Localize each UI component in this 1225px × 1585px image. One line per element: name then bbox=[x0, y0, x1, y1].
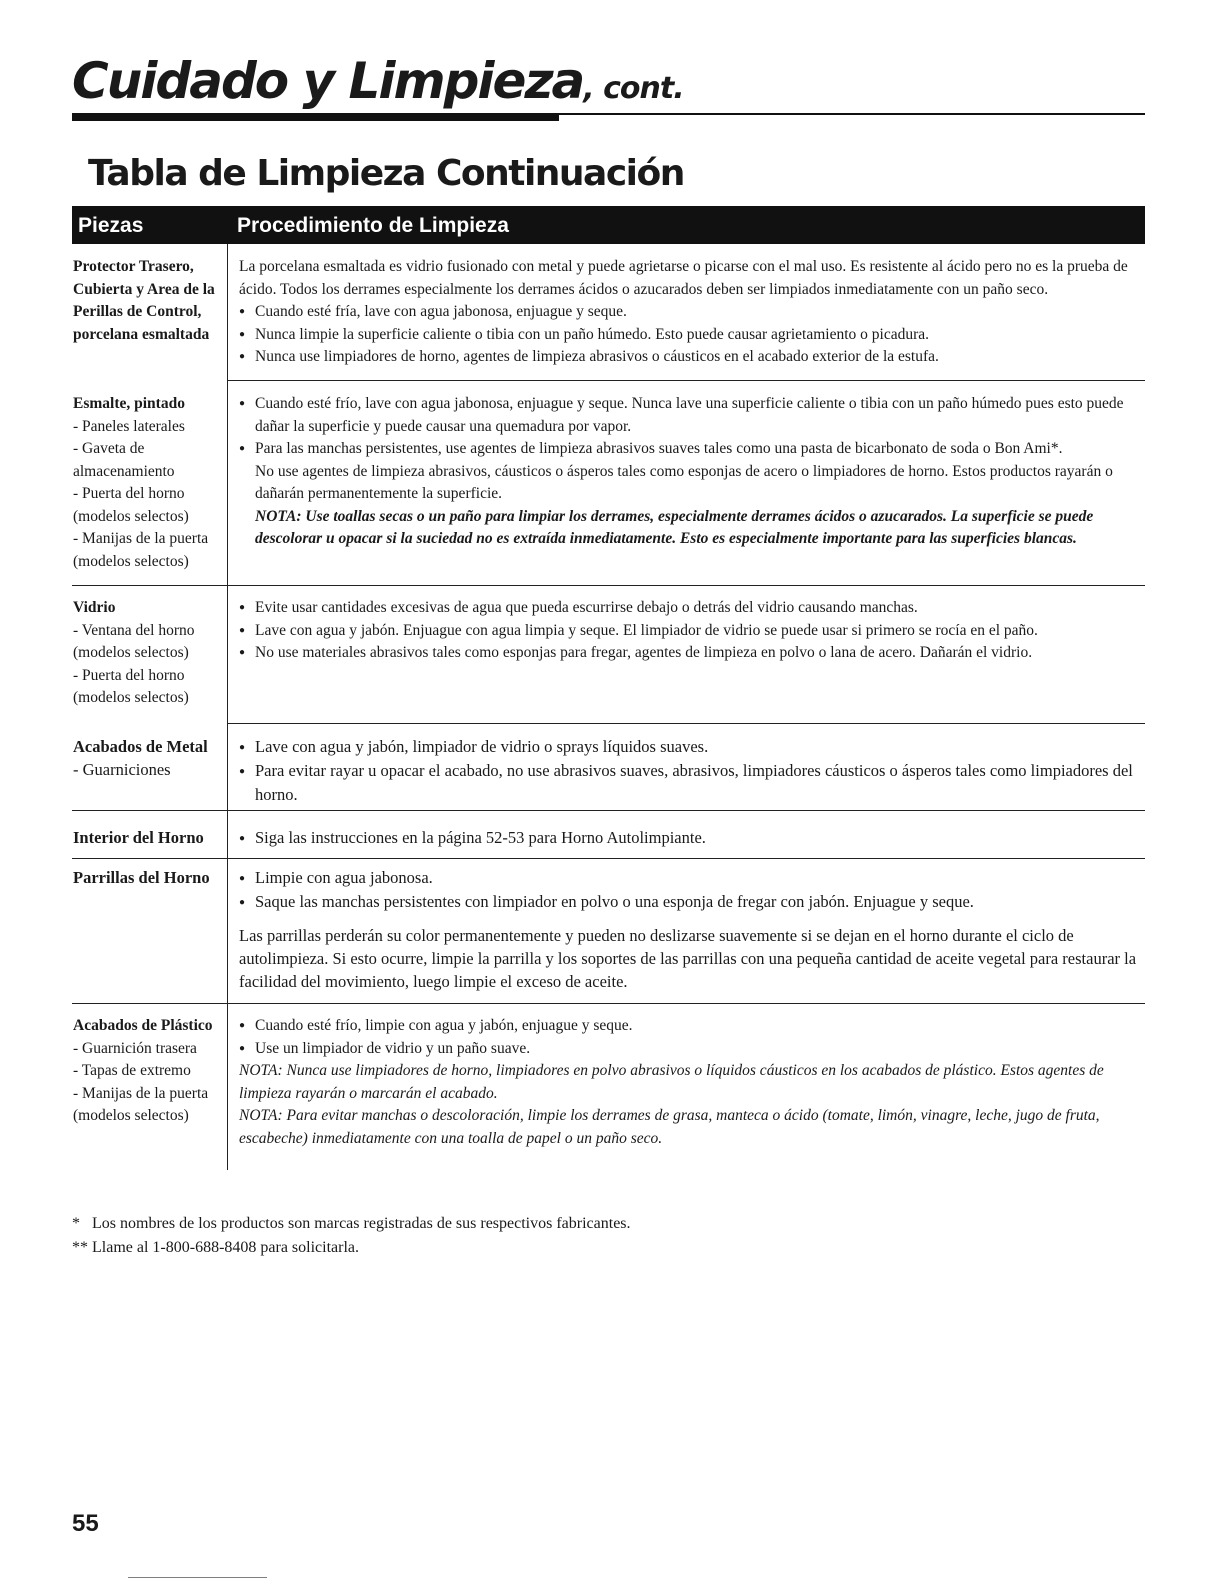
footnote bbox=[72, 1213, 631, 1235]
bullet-item: ● No use materiales abrasivos tales como esponjas para fregar, agentes de limpieza en polvo o lana de acero. Dañarán el vidrio. bbox=[239, 642, 1144, 665]
bullet-item: ● Nunca use limpiadores de horno, agentes de limpieza abrasivos o cáusticos en el acabado exterior de la estufa. bbox=[239, 346, 1144, 369]
scan-underline-artifact bbox=[128, 1577, 267, 1578]
bullet-item: ● Evite usar cantidades excesivas de agua que pueda escurrirse debajo o detrás del vidrio causando manchas. bbox=[239, 597, 1144, 620]
footnote-mark: ** bbox=[72, 1239, 88, 1256]
part-cell-glass bbox=[73, 597, 225, 710]
part-name: Protector Trasero, Cubierta y Area de la Perillas de Control, porcelana esmaltada bbox=[73, 258, 215, 343]
row-divider bbox=[72, 1003, 1145, 1004]
bullet-item: ● Cuando esté frío, lave con agua jabonosa, enjuague y seque. Nunca lave una superficie caliente o tibia con un paño húmedo pues esto puede dañar la superficie y puede causar una quemadura por vapor. bbox=[239, 393, 1144, 438]
part-list: - Guarniciones bbox=[73, 760, 171, 779]
table-header bbox=[72, 206, 1145, 244]
page-title bbox=[72, 52, 684, 110]
row-divider bbox=[228, 380, 1145, 381]
page-number: 55 bbox=[72, 1510, 99, 1537]
procedure-cell-metal bbox=[239, 735, 1144, 806]
bullet-item: ● Para las manchas persistentes, use agentes de limpieza abrasivos suaves tales como una pasta de bicarbonato de soda o Bon Ami*. bbox=[239, 438, 1144, 461]
header-parts: Piezas bbox=[78, 214, 144, 237]
part-cell-enamel bbox=[73, 393, 225, 573]
part-name: Acabados de Metal bbox=[73, 737, 208, 756]
bullet-item: ● Siga las instrucciones en la página 52-53 para Horno Autolimpiante. bbox=[239, 827, 1144, 851]
procedure-intro: La porcelana esmaltada es vidrio fusionado con metal y puede agrietarse o picarse con el mal uso. Es resistente al ácido pero no es la prueba de ácido. Todos los derrames especialmente los derrames ácidos o azucarados deben ser limpiados inmediatamente con un paño seco. bbox=[239, 258, 1128, 298]
part-list: - Guarnición trasera - Tapas de extremo - Manijas de la puerta (modelos selectos) bbox=[73, 1039, 209, 1124]
bullet-item: ● Saque las manchas persistentes con limpiador en polvo o una esponja de fregar con jabón. Enjuague y seque. bbox=[239, 890, 1144, 914]
column-divider bbox=[227, 244, 228, 1170]
part-cell-oven-racks bbox=[73, 866, 225, 889]
procedure-note: NOTA: Use toallas secas o un paño para limpiar los derrames, especialmente derrames ácidos o azucarados. La superficie se puede descolorar u opacar si la suciedad no es extraída inmediatamente. Esto es especialmente importante para las superficies blancas. bbox=[255, 507, 1094, 547]
row-divider bbox=[72, 810, 1145, 811]
part-list: - Ventana del horno (modelos selectos) - Puerta del horno (modelos selectos) bbox=[73, 621, 195, 706]
row-divider bbox=[228, 723, 1145, 724]
part-name: Acabados de Plástico bbox=[73, 1017, 213, 1034]
part-name: Vidrio bbox=[73, 599, 116, 616]
part-cell-metal bbox=[73, 735, 225, 781]
page-title-main: Cuidado y Limpieza bbox=[72, 52, 584, 110]
bullet-item: ● Use un limpiador de vidrio y un paño suave. bbox=[239, 1038, 1144, 1061]
procedure-cell-oven-racks bbox=[239, 866, 1144, 993]
part-name: Interior del Horno bbox=[73, 828, 204, 847]
part-cell-plastic bbox=[73, 1015, 225, 1128]
part-name: Parrillas del Horno bbox=[73, 868, 210, 887]
part-cell-porcelain bbox=[73, 256, 225, 346]
procedure-text: No use agentes de limpieza abrasivos, cáusticos o ásperos tales como esponjas de acero o limpiadores de horno. Estos productos rayarán o dañarán permanentemente la superficie. bbox=[255, 462, 1113, 502]
footnote-mark: * bbox=[72, 1215, 80, 1232]
procedure-cell-porcelain bbox=[239, 256, 1144, 369]
procedure-cell-enamel bbox=[239, 393, 1144, 551]
footnote-text: Llame al 1-800-688-8408 para solicitarla. bbox=[92, 1239, 360, 1256]
procedure-paragraph: Las parrillas perderán su color permanentemente y pueden no deslizarse suavemente si se dejan en el horno durante el ciclo de autolimpieza. Si esto ocurre, limpie la parrilla y los soportes de las parrillas con una pequeña cantidad de aceite vegetal para restaurar la facilidad del movimiento, luego limpie el exceso de aceite. bbox=[239, 926, 1137, 991]
bullet-item: ● Cuando esté frío, limpie con agua y jabón, enjuague y seque. bbox=[239, 1015, 1144, 1038]
bullet-item: ● Para evitar rayar u opacar el acabado, no use abrasivos suaves, abrasivos, limpiadores cáusticos o ásperos tales como limpiadores del horno. bbox=[239, 759, 1144, 806]
procedure-note: NOTA: Para evitar manchas o descoloración, limpie los derrames de grasa, manteca o ácido (tomate, limón, vinagre, leche, jugo de fruta, escabeche) inmediatamente con una toalla de papel o un paño seco. bbox=[239, 1107, 1100, 1147]
procedure-note: NOTA: Nunca use limpiadores de horno, limpiadores en polvo abrasivos o líquidos cáusticos en los acabados de plástico. Estos agentes de limpieza rayarán o marcarán el acabado. bbox=[239, 1062, 1104, 1102]
bullet-item: ● Lave con agua y jabón. Enjuague con agua limpia y seque. El limpiador de vidrio se puede usar si primero se rocía en el paño. bbox=[239, 620, 1144, 643]
part-list: - Paneles laterales - Gaveta de almacenamiento - Puerta del horno (modelos selectos) - Manijas de la puerta (modelos selectos) bbox=[73, 417, 209, 570]
procedure-cell-plastic bbox=[239, 1015, 1144, 1150]
footnote-text: Los nombres de los productos son marcas registradas de sus respectivos fabricantes. bbox=[92, 1215, 631, 1232]
procedure-cell-glass bbox=[239, 597, 1144, 665]
bullet-item: ● Lave con agua y jabón, limpiador de vidrio o sprays líquidos suaves. bbox=[239, 735, 1144, 759]
bullet-item: ● Cuando esté fría, lave con agua jabonosa, enjuague y seque. bbox=[239, 301, 1144, 324]
part-cell-oven-interior bbox=[73, 827, 225, 850]
row-divider bbox=[72, 858, 1145, 859]
bullet-item: ● Limpie con agua jabonosa. bbox=[239, 866, 1144, 890]
title-rule-accent bbox=[72, 115, 559, 121]
footnote bbox=[72, 1237, 359, 1259]
part-name: Esmalte, pintado bbox=[73, 395, 185, 412]
row-divider bbox=[72, 585, 1145, 586]
header-procedure: Procedimiento de Limpieza bbox=[237, 214, 509, 237]
procedure-cell-oven-interior bbox=[239, 827, 1144, 851]
section-subtitle: Tabla de Limpieza Continuación bbox=[88, 153, 684, 194]
bullet-item: ● Nunca limpie la superficie caliente o tibia con un paño húmedo. Esto puede causar agrietamiento o picadura. bbox=[239, 324, 1144, 347]
page-title-cont: , cont. bbox=[583, 71, 684, 106]
